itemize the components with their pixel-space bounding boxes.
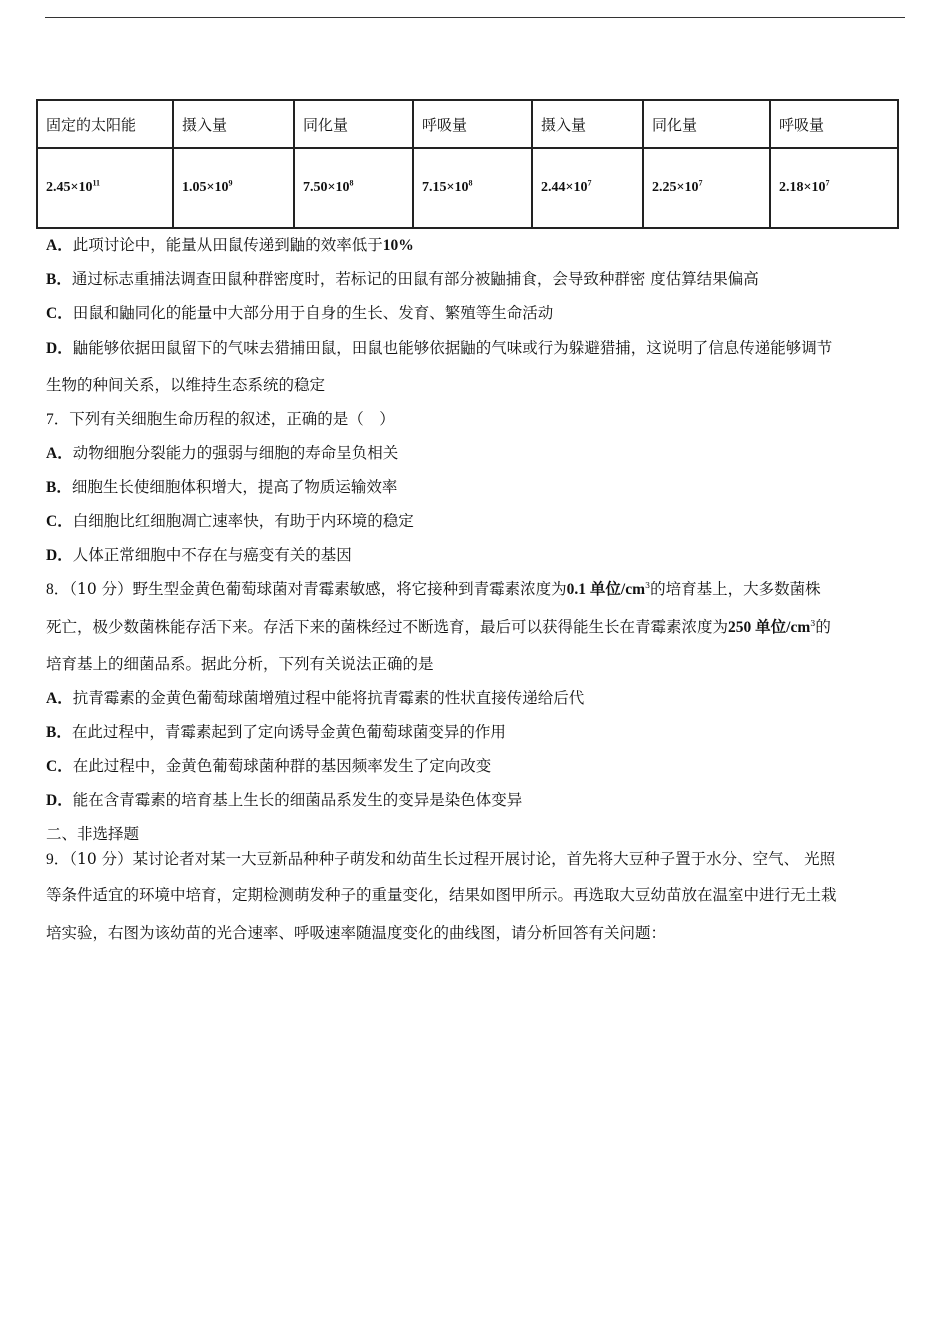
table-header-cell: 摄入量 [173,100,294,148]
q9-stem-line-3: 培实验，右图为该幼苗的光合速率、呼吸速率随温度变化的曲线图，请分析回答有关问题： [46,924,667,942]
table-header-cell: 呼吸量 [413,100,532,148]
table-value-cell: $7.15\times 10^8$ [413,148,532,228]
q9-stem-line-1: 9．（10 分）某讨论者对某一大豆新品种种子萌发和幼苗生长过程开展讨论，首先将大豆种子置于水分、空气、 光照 [46,850,836,868]
q6-option-d-continued: 生物的种间关系，以维持生态系统的稳定 [46,376,326,394]
table-header-cell: 同化量 [643,100,770,148]
table-value-cell: $1.05\times 10^9$ [173,148,294,228]
q8-stem-line-2: 死亡，极少数菌株能存活下来。存活下来的菌株经过不断选育，最后可以获得能生长在青霉素浓度为250 单位$/cm^3$的 [46,618,831,636]
table-header-cell: 摄入量 [532,100,643,148]
table-value-cell: $2.44\times 10^7$ [532,148,643,228]
q7-option-c: C．白细胞比红细胞凋亡速率快，有助于内环境的稳定 [46,512,414,530]
table-header-cell: 呼吸量 [770,100,898,148]
q8-option-b: B．在此过程中，青霉素起到了定向诱导金黄色葡萄球菌变异的作用 [46,723,506,741]
table-header-cell: 固定的太阳能 [37,100,173,148]
q8-option-d: D．能在含青霉素的培育基上生长的细菌品系发生的变异是染色体变异 [46,791,523,809]
table-value-cell: $7.50\times 10^8$ [294,148,413,228]
q6-option-a: A．此项讨论中，能量从田鼠传递到鼬的效率低于10% [46,236,414,254]
table-value-cell: $2.45\times 10^{11}$ [37,148,173,228]
q8-option-a: A．抗青霉素的金黄色葡萄球菌增殖过程中能将抗青霉素的性状直接传递给后代 [46,689,585,707]
table-value-row [37,148,898,228]
energy-flow-table [36,99,899,229]
q7-option-d: D．人体正常细胞中不存在与癌变有关的基因 [46,546,352,564]
q8-option-c: C．在此过程中，金黄色葡萄球菌种群的基因频率发生了定向改变 [46,757,492,775]
q9-stem-line-2: 等条件适宜的环境中培育，定期检测萌发种子的重量变化，结果如图甲所示。再选取大豆幼苗放在温室中进行无土栽 [46,886,837,904]
q6-option-c: C．田鼠和鼬同化的能量中大部分用于自身的生长、发育、繁殖等生命活动 [46,304,554,322]
q7-option-b: B．细胞生长使细胞体积增大，提高了物质运输效率 [46,478,398,496]
table-value-cell: $2.18\times 10^7$ [770,148,898,228]
table-header-cell: 同化量 [294,100,413,148]
table-header-row [37,100,898,148]
q8-stem-line-1: 8．（10 分）野生型金黄色葡萄球菌对青霉素敏感，将它接种到青霉素浓度为0.1 单位$/cm^3$的培育基上，大多数菌株 [46,580,821,598]
q8-stem-line-3: 培育基上的细菌品系。据此分析，下列有关说法正确的是 [46,655,434,673]
q6-option-b: B．通过标志重捕法调查田鼠种群密度时，若标记的田鼠有部分被鼬捕食，会导致种群密 度估算结果偏高 [46,270,759,288]
q7-option-a: A．动物细胞分裂能力的强弱与细胞的寿命呈负相关 [46,444,399,462]
top-rule [45,17,905,18]
q6-option-d: D．鼬能够依据田鼠留下的气味去猎捕田鼠，田鼠也能够依据鼬的气味或行为躲避猎捕，这说明了信息传递能够调节 [46,339,833,357]
q7-stem: 7．下列有关细胞生命历程的叙述，正确的是（ ） [46,410,395,428]
section-title: 二、非选择题 [46,825,140,843]
table-value-cell: $2.25\times 10^7$ [643,148,770,228]
